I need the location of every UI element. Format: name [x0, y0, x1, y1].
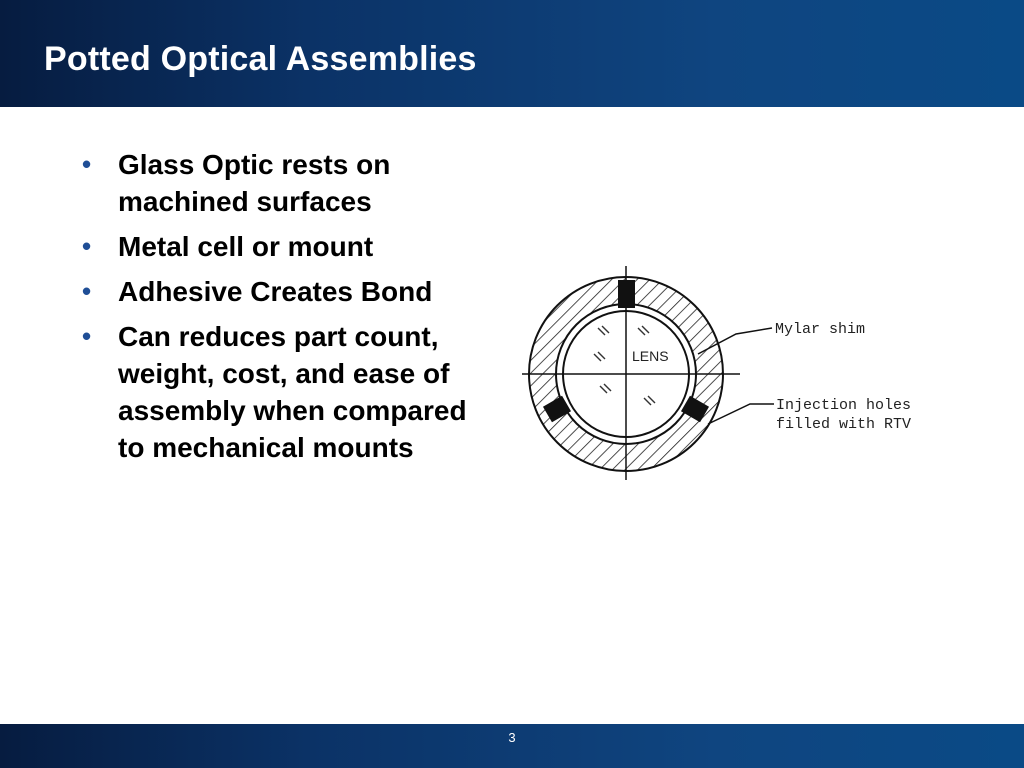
- rtv-plug-top: [618, 280, 635, 308]
- bullet-item: [80, 146, 500, 220]
- bullet-item: [80, 273, 500, 310]
- bullet-icon: •: [82, 276, 92, 306]
- injection-label-line2: filled with RTV: [776, 416, 912, 433]
- bullet-text: Metal cell or mount: [118, 231, 374, 262]
- bullet-list: [80, 146, 500, 474]
- lens-mount-diagram: [518, 258, 958, 488]
- injection-label-line1: Injection holes: [776, 397, 912, 414]
- lens-label: LENS: [632, 348, 669, 364]
- bullet-text: Adhesive Creates Bond: [118, 276, 433, 307]
- page-number: 3: [508, 730, 516, 745]
- slide-title: Potted Optical Assemblies: [44, 40, 477, 78]
- bullet-text: Can reduces part count, weight, cost, and ease of assembly when compared to mechanical mounts: [118, 321, 467, 463]
- mylar-shim-label: Mylar shim: [775, 321, 866, 338]
- title-bar: [0, 0, 1024, 107]
- footer-bar: [0, 724, 1024, 768]
- bullet-icon: •: [82, 321, 92, 351]
- bullet-icon: •: [82, 149, 92, 179]
- bullet-item: [80, 228, 500, 265]
- bullet-icon: •: [82, 231, 92, 261]
- bullet-item: [80, 318, 500, 466]
- bullet-text: Glass Optic rests on machined surfaces: [118, 149, 391, 217]
